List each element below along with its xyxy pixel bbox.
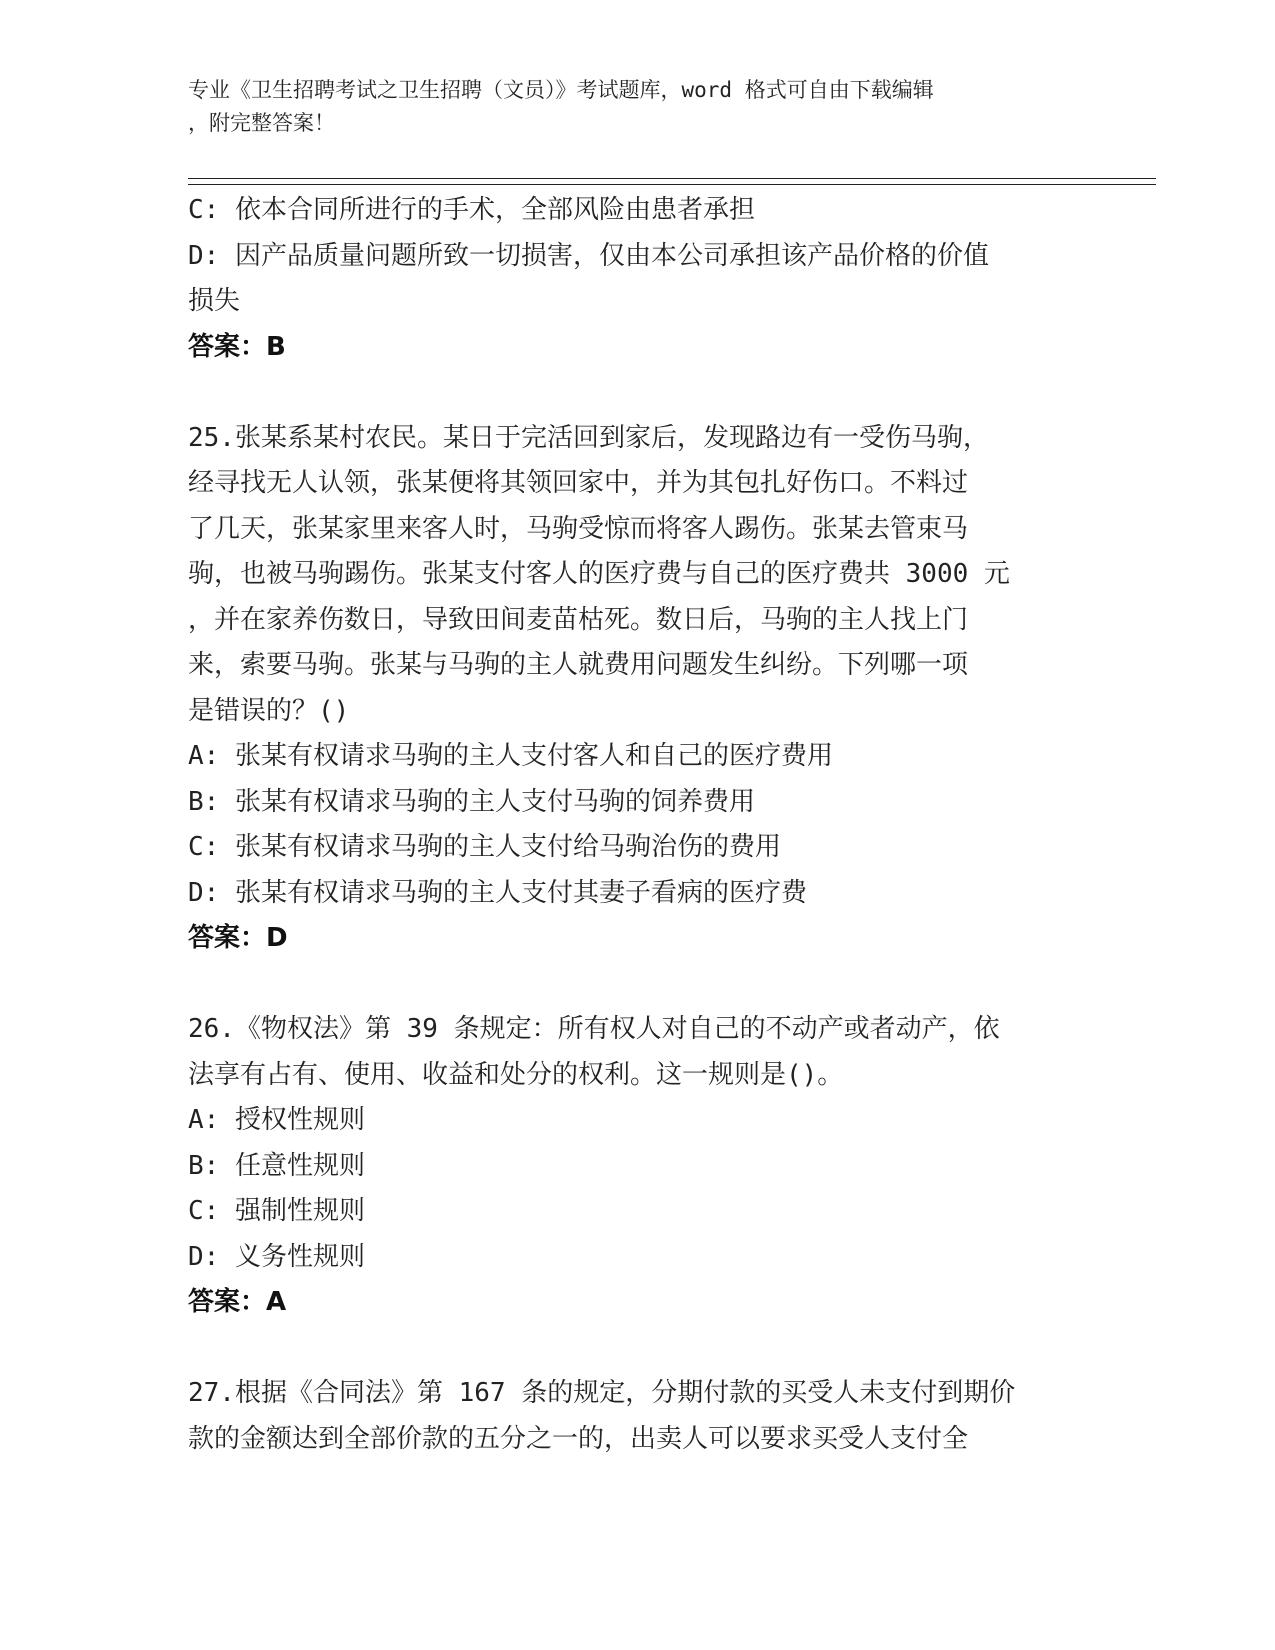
option-d: D: 因产品质量问题所致一切损害，仅由本公司承担该产品价格的价值 xyxy=(188,240,989,271)
option-c: C: 依本合同所进行的手术，全部风险由患者承担 xyxy=(188,195,755,225)
option-c: C: 张某有权请求马驹的主人支付给马驹治伤的费用 xyxy=(188,832,781,862)
question-text-line: 驹，也被马驹踢伤。张某支付客人的医疗费与自己的医疗费共 3000 元 xyxy=(188,559,1010,589)
document-body xyxy=(188,188,1068,1462)
option-a: A: 张某有权请求马驹的主人支付客人和自己的医疗费用 xyxy=(188,741,833,771)
question-text-line: 法享有占有、使用、收益和处分的权利。这一规则是()。 xyxy=(188,1059,844,1090)
question-text-line: 经寻找无人认领，张某便将其领回家中，并为其包扎好伤口。不料过 xyxy=(188,468,969,498)
spacer xyxy=(188,370,1068,416)
page-header xyxy=(188,74,1068,140)
option-a: A: 授权性规则 xyxy=(188,1105,365,1135)
option-d: D: 义务性规则 xyxy=(188,1241,365,1272)
option-b: B: 张某有权请求马驹的主人支付马驹的饲养费用 xyxy=(188,786,755,817)
question-text-line: ，并在家养伤数日，导致田间麦苗枯死。数日后，马驹的主人找上门 xyxy=(188,604,969,635)
question-text-line: 了几天，张某家里来客人时，马驹受惊而将客人踢伤。张某去管束马 xyxy=(188,513,969,544)
question-text-line: 27.根据《合同法》第 167 条的规定，分期付款的买受人未支付到期价 xyxy=(188,1378,1016,1408)
header-rule-bottom xyxy=(188,184,1156,185)
answer-label: 答案：A xyxy=(188,1287,287,1317)
answer-label: 答案：D xyxy=(188,923,288,953)
question-27 xyxy=(188,1371,1068,1462)
question-25 xyxy=(188,416,1068,962)
option-c: C: 强制性规则 xyxy=(188,1196,365,1226)
question-26 xyxy=(188,1007,1068,1326)
previous-question-tail xyxy=(188,188,1068,370)
option-d-continued: 损失 xyxy=(188,286,241,316)
question-text-line: 26.《物权法》第 39 条规定：所有权人对自己的不动产或者动产，依 xyxy=(188,1014,1000,1044)
header-rule-top xyxy=(188,178,1156,179)
option-b: B: 任意性规则 xyxy=(188,1150,365,1181)
question-text-line: 25.张某系某村农民。某日于完活回到家后，发现路边有一受伤马驹， xyxy=(188,422,989,453)
spacer xyxy=(188,962,1068,1008)
header-line-1: 专业《卫生招聘考试之卫生招聘（文员）》考试题库，word 格式可自由下载编辑 xyxy=(188,78,934,102)
question-text-line: 款的金额达到全部价款的五分之一的，出卖人可以要求买受人支付全 xyxy=(188,1423,969,1454)
option-d: D: 张某有权请求马驹的主人支付其妻子看病的医疗费 xyxy=(188,877,807,908)
question-text-line: 来，索要马驹。张某与马驹的主人就费用问题发生纠纷。下列哪一项 xyxy=(188,650,969,680)
question-text-line: 是错误的？() xyxy=(188,695,350,726)
header-line-2: ，附完整答案！ xyxy=(188,111,335,135)
spacer xyxy=(188,1326,1068,1372)
answer-label: 答案：B xyxy=(188,331,286,362)
